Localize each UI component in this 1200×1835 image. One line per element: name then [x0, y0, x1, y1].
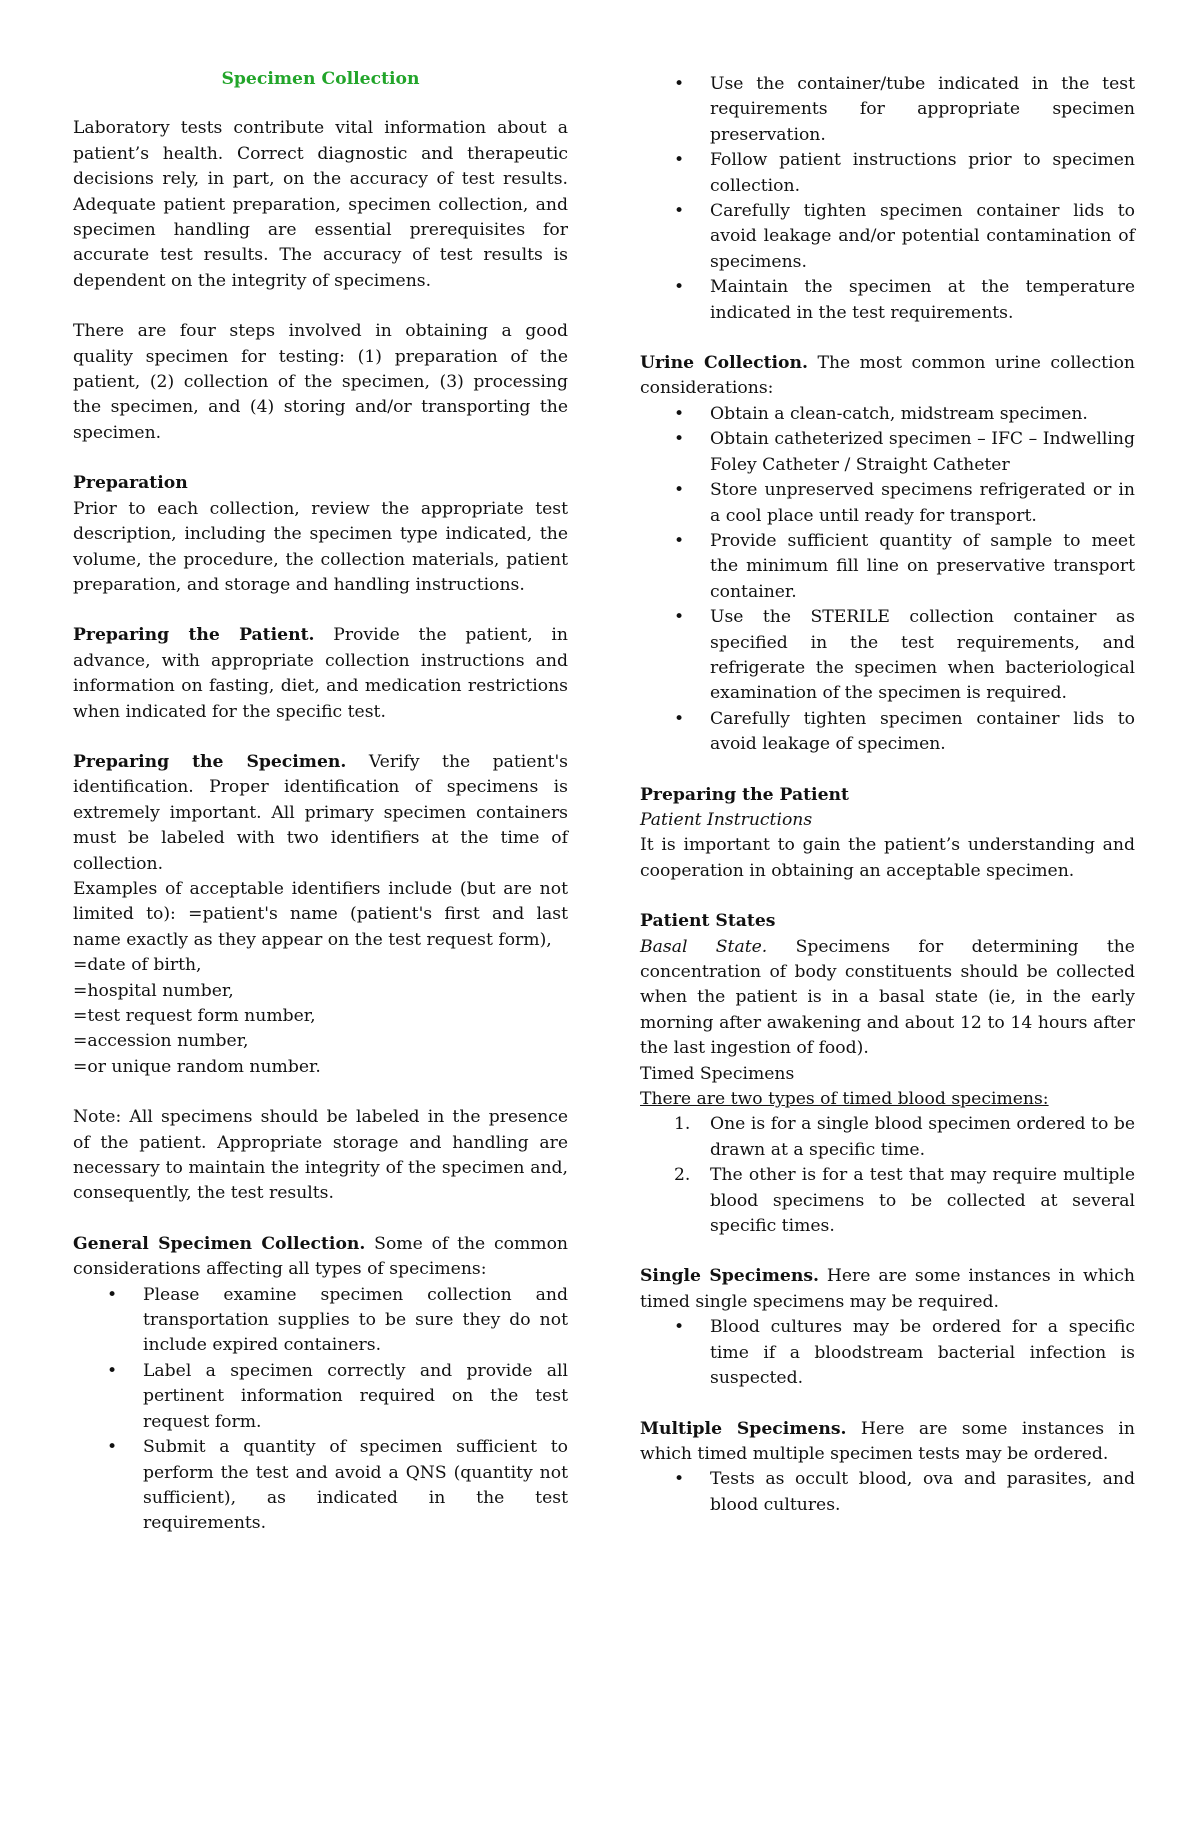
urine-collection-list [640, 402, 1135, 758]
patient-instructions-paragraph: It is important to gain the patient’s understanding and cooperation in obtaining an acceptable specimen. [640, 835, 1135, 881]
preparation-heading: Preparation [73, 473, 188, 494]
list-item: • Store unpreserved specimens refrigerated or in a cool place until ready for transport. [640, 478, 1135, 529]
urine-collection-paragraph [640, 351, 1135, 402]
preparing-specimen-text: Verify the patient's identification. Proper identification of specimens is extremely important. All primary specimen containers must be labeled with two identifiers at the time of collection. [73, 751, 568, 874]
single-specimens-list [640, 1315, 1135, 1391]
preparation-paragraph: Prior to each collection, review the appropriate test description, including the specimen type indicated, the volume, the procedure, the collection materials, patient preparation, and storage and handling instructions. [73, 498, 568, 595]
preparing-patient-heading: Preparing the Patient. [73, 625, 315, 646]
examples-paragraph: Examples of acceptable identifiers include (but are not limited to): =patient's name (patient's first and last name exactly as they appear on the test request form), [73, 878, 568, 950]
identifier-item: =date of birth, [73, 955, 202, 976]
list-item: • Please examine specimen collection and transportation supplies to be sure they do not include expired containers. [73, 1283, 568, 1359]
left-column [73, 67, 568, 1537]
timed-specimens-list [640, 1112, 1135, 1239]
list-item: • Obtain catheterized specimen – IFC – Indwelling Foley Catheter / Straight Catheter [640, 427, 1135, 478]
basal-state-text: Specimens for determining the concentration of body constituents should be collected when the patient is in a basal state (ie, in the early morning after awakening and about 12 to 14 hours after the last ingestion of food). [640, 936, 1135, 1059]
basal-state-paragraph [640, 935, 1135, 1062]
steps-paragraph: There are four steps involved in obtaining a good quality specimen for testing: (1) preparation of the patient, (2) collection of the specimen, (3) processing the specimen, and (4) storing and/or transporting the specimen. [73, 321, 568, 443]
list-item: • Use the STERILE collection container as specified in the test requirements, and refrigerate the specimen when bacteriological examination of the specimen is required. [640, 605, 1135, 707]
identifier-item: =hospital number, [73, 980, 234, 1001]
basal-state-label: Basal State. [640, 936, 768, 957]
patient-instructions-label: Patient Instructions [640, 809, 813, 830]
preparing-specimen-heading: Preparing the Specimen. [73, 751, 347, 772]
single-specimens-text: Here are some instances in which timed single specimens may be required. [640, 1266, 1135, 1312]
general-collection-list [73, 1283, 568, 1537]
identifier-item: =accession number, [73, 1031, 249, 1052]
list-item: • Provide sufficient quantity of sample to meet the minimum fill line on preservative transport container. [640, 529, 1135, 605]
list-item: • Maintain the specimen at the temperature indicated in the test requirements. [640, 275, 1135, 326]
list-item-text: The other is for a test that may require multiple blood specimens to be collected at several specific times. [710, 1165, 1135, 1237]
multiple-specimens-heading: Multiple Specimens. [640, 1418, 847, 1439]
list-number: 2. [674, 1165, 691, 1186]
list-number: 1. [674, 1114, 691, 1135]
multiple-specimens-list [640, 1467, 1135, 1518]
list-item: • Use the container/tube indicated in the test requirements for appropriate specimen preservation. [640, 72, 1135, 148]
list-item: • Blood cultures may be ordered for a specific time if a bloodstream bacterial infection is suspected. [640, 1315, 1135, 1391]
identifier-item: =or unique random number. [73, 1056, 321, 1077]
timed-types-line: There are two types of timed blood specimens: [640, 1089, 1049, 1110]
note-paragraph: Note: All specimens should be labeled in the presence of the patient. Appropriate storage and handling are necessary to maintain the integrity of the specimen and, consequently, the test results. [73, 1107, 568, 1204]
page-title: Specimen Collection [221, 69, 420, 89]
single-specimens-heading: Single Specimens. [640, 1266, 819, 1287]
patient-states-heading: Patient States [640, 911, 776, 932]
preparing-patient-section-heading: Preparing the Patient [640, 784, 849, 805]
urine-collection-text: The most common urine collection considerations: [640, 353, 1135, 399]
list-item [640, 1112, 1135, 1163]
list-item: • Carefully tighten specimen container lids to avoid leakage and/or potential contamination of specimens. [640, 199, 1135, 275]
preparing-specimen-paragraph [73, 750, 568, 877]
urine-collection-heading: Urine Collection. [640, 353, 809, 374]
right-column [640, 72, 1135, 1518]
multiple-specimens-paragraph [640, 1417, 1135, 1468]
general-collection-list-continued [640, 72, 1135, 326]
general-collection-text: Some of the common considerations affecting all types of specimens: [73, 1233, 568, 1280]
timed-specimens-label: Timed Specimens [640, 1063, 795, 1084]
general-collection-paragraph [73, 1232, 568, 1283]
single-specimens-paragraph [640, 1264, 1135, 1315]
list-item: • Follow patient instructions prior to specimen collection. [640, 148, 1135, 199]
list-item [640, 1163, 1135, 1239]
list-item: • Carefully tighten specimen container lids to avoid leakage of specimen. [640, 707, 1135, 758]
list-item-text: One is for a single blood specimen ordered to be drawn at a specific time. [710, 1114, 1135, 1160]
list-item: • Submit a quantity of specimen sufficient to perform the test and avoid a QNS (quantity not sufficient), as indicated in the test requirements. [73, 1435, 568, 1537]
intro-paragraph: Laboratory tests contribute vital information about a patient’s health. Correct diagnostic and therapeutic decisions rely, in part, on the accuracy of test results. Adequate patient preparation, specimen collection, and specimen handling are essential prerequisites for accurate test results. The accuracy of test results is dependent on the integrity of specimens. [73, 118, 568, 291]
list-item: • Label a specimen correctly and provide all pertinent information required on the test request form. [73, 1359, 568, 1435]
list-item: • Obtain a clean-catch, midstream specimen. [640, 402, 1135, 427]
identifier-item: =test request form number, [73, 1006, 316, 1026]
list-item: • Tests as occult blood, ova and parasites, and blood cultures. [640, 1467, 1135, 1518]
preparing-patient-text: Provide the patient, in advance, with appropriate collection instructions and information on fasting, diet, and medication restrictions when indicated for the specific test. [73, 625, 569, 722]
multiple-specimens-text: Here are some instances in which timed multiple specimen tests may be ordered. [640, 1418, 1135, 1464]
preparing-patient-paragraph [73, 623, 568, 725]
general-collection-heading: General Specimen Collection. [73, 1233, 366, 1254]
